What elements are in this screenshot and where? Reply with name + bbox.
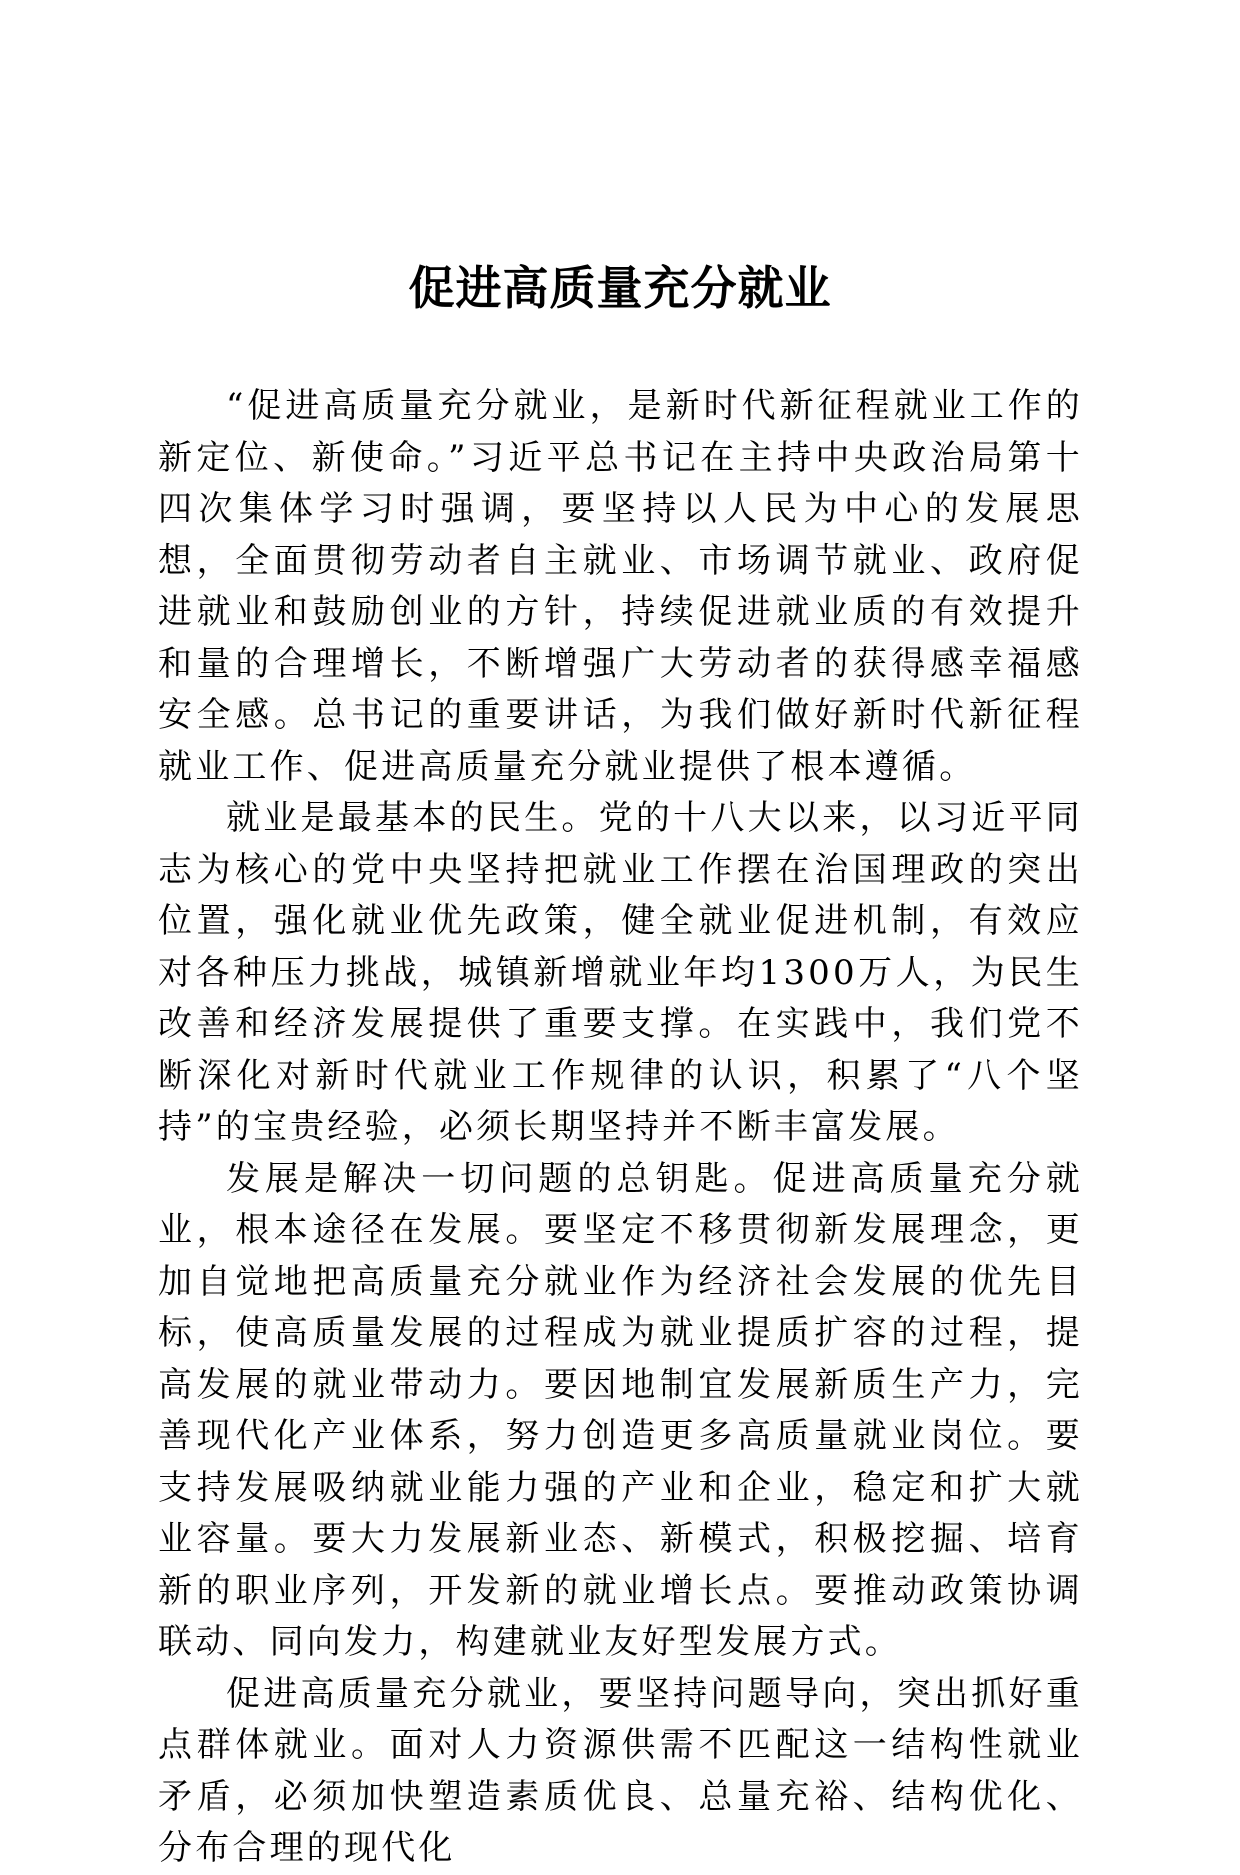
document-title: 促进高质量充分就业 [408,261,832,315]
paragraph-2: 就业是最基本的民生。党的十八大以来，以习近平同志为核心的党中央坚持把就业工作摆在治国理政的突出位置，强化就业优先政策，健全就业促进机制，有效应对各种压力挑战，城镇新增就业年均1300万人，为民生改善和经济发展提供了重要支撑。在实践中，我们党不断深化对新时代就业工作规律的认识，积累了“八个坚持”的宝贵经验，必须长期坚持并不断丰富发展。 [158,798,1083,1147]
paragraph-1: “促进高质量充分就业，是新时代新征程就业工作的新定位、新使命。”习近平总书记在主持中央政治局第十四次集体学习时强调，要坚持以人民为中心的发展思想，全面贯彻劳动者自主就业、市场调节就业、政府促进就业和鼓励创业的方针，持续促进就业质的有效提升和量的合理增长，不断增强广大劳动者的获得感幸福感安全感。总书记的重要讲话，为我们做好新时代新征程就业工作、促进高质量充分就业提供了根本遵循。 [158,386,1083,787]
document-body [158,381,1083,1875]
paragraph-3: 发展是解决一切问题的总钥匙。促进高质量充分就业，根本途径在发展。要坚定不移贯彻新发展理念，更加自觉地把高质量充分就业作为经济社会发展的优先目标，使高质量发展的过程成为就业提质扩容的过程，提高发展的就业带动力。要因地制宜发展新质生产力，完善现代化产业体系，努力创造更多高质量就业岗位。要支持发展吸纳就业能力强的产业和企业，稳定和扩大就业容量。要大力发展新业态、新模式，积极挖掘、培育新的职业序列，开发新的就业增长点。要推动政策协调联动、同向发力，构建就业友好型发展方式。 [158,1158,1083,1662]
paragraph-4: 促进高质量充分就业，要坚持问题导向，突出抓好重点群体就业。面对人力资源供需不匹配这一结构性就业矛盾，必须加快塑造素质优良、总量充裕、结构优化、分布合理的现代化 [158,1673,1083,1868]
